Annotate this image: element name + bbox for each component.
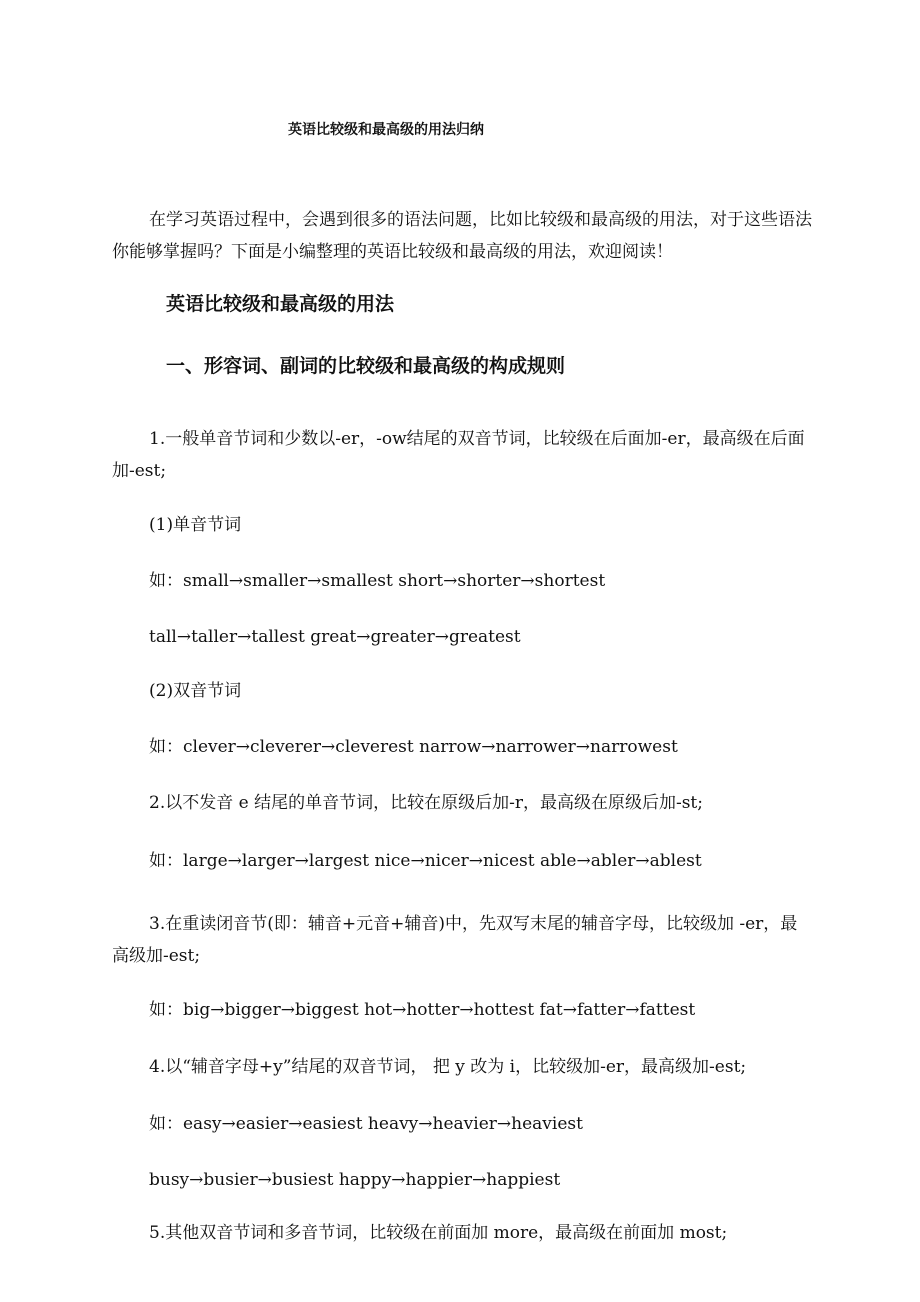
rule-1-subtitle-monosyllabic: (1)单音节词: [149, 515, 242, 535]
rule-3-example: 如：big→bigger→biggest hot→hotter→hottest fat→fatter→fattest: [149, 1000, 696, 1020]
document-title: 英语比较级和最高级的用法归纳: [288, 122, 484, 138]
rule-5: 5.其他双音节词和多音节词，比较级在前面加 more，最高级在前面加 most;: [149, 1223, 728, 1243]
rule-1-example-3: 如：clever→cleverer→cleverest narrow→narrower→narrowest: [149, 737, 678, 757]
rule-1-example-1: 如：small→smaller→smallest short→shorter→shortest: [149, 571, 606, 591]
rule-1-subtitle-disyllabic: (2)双音节词: [149, 681, 242, 701]
rule-2-example: 如：large→larger→largest nice→nicer→nicest able→abler→ablest: [149, 851, 702, 871]
intro-paragraph: 在学习英语过程中，会遇到很多的语法问题，比如比较级和最高级的用法，对于这些语法你能够掌握吗？下面是小编整理的英语比较级和最高级的用法，欢迎阅读！: [112, 210, 812, 262]
section-heading: 英语比较级和最高级的用法: [166, 293, 395, 315]
rule-3: 3.在重读闭音节(即：辅音+元音+辅音)中，先双写末尾的辅音字母，比较级加 -er，最高级加-est;: [112, 914, 798, 966]
rule-2: 2.以不发音 e 结尾的单音节词，比较在原级后加-r，最高级在原级后加-st;: [149, 793, 703, 813]
rule-1: 1.一般单音节词和少数以-er，-ow结尾的双音节词，比较级在后面加-er，最高级在后面加-est;: [112, 429, 805, 481]
subsection-heading: 一、形容词、副词的比较级和最高级的构成规则: [166, 355, 566, 377]
rule-1-example-2: tall→taller→tallest great→greater→greatest: [149, 627, 521, 647]
rule-4-example-1: 如：easy→easier→easiest heavy→heavier→heaviest: [149, 1114, 583, 1134]
rule-4: 4.以“辅音字母+y”结尾的双音节词， 把 y 改为 i，比较级加-er，最高级加-est;: [149, 1057, 747, 1077]
rule-4-example-2: busy→busier→busiest happy→happier→happiest: [149, 1170, 561, 1190]
